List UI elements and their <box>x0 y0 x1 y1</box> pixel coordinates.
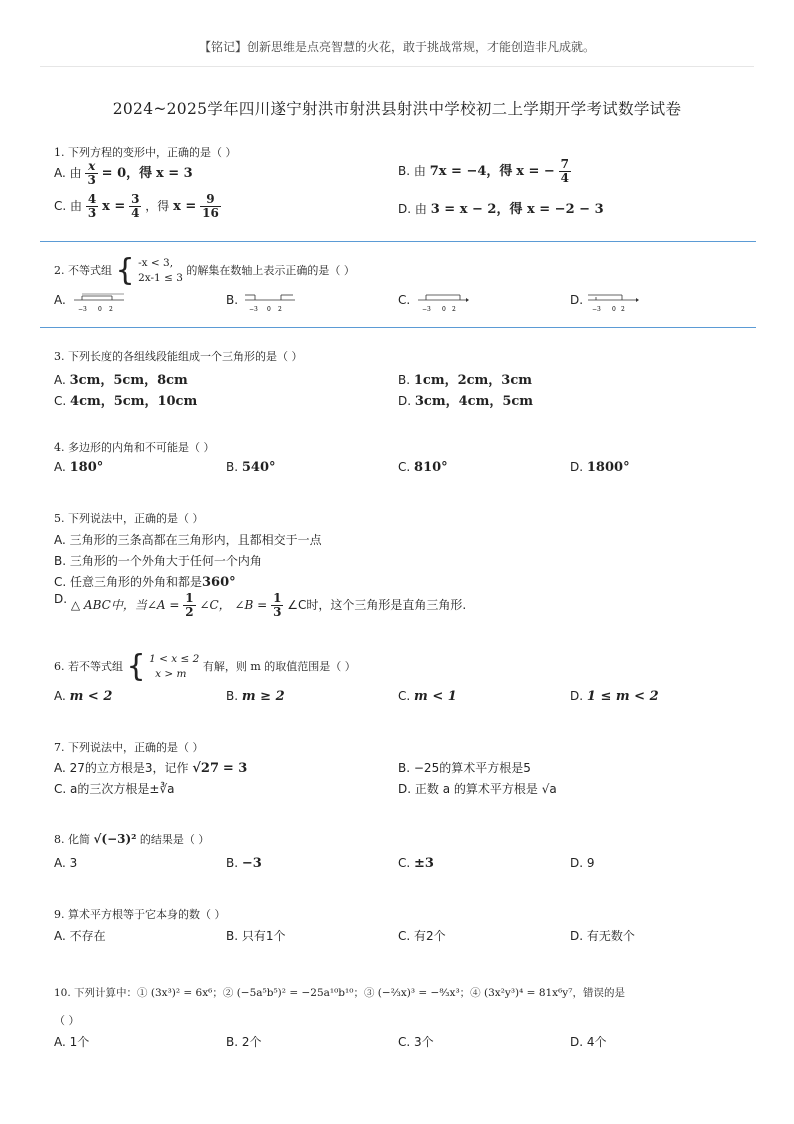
q8-option-c[interactable] <box>398 856 434 871</box>
q2-option-b[interactable] <box>226 293 238 307</box>
q1-b-fraction: $\frac{7}{4}$ <box>560 157 570 185</box>
q5-option-a[interactable]: A. 三角形的三条高都在三角形内，且都相交于一点 <box>54 533 322 547</box>
tick-label: −3 <box>422 306 431 313</box>
q1-a-text3: x = 3 <box>155 166 193 181</box>
tick-label: 2 <box>109 306 113 313</box>
option-label: A. <box>54 856 66 870</box>
option-label: B. <box>226 929 239 943</box>
q6-stem-prefix: 6. 若不等式组 <box>54 660 123 673</box>
q1-option-a[interactable] <box>54 160 193 187</box>
q7-option-d[interactable] <box>398 780 557 797</box>
brace-icon: { <box>115 253 135 288</box>
q9-option-c[interactable] <box>398 927 446 944</box>
option-label: D. <box>570 689 584 703</box>
q1-c-text2: x = <box>102 199 126 214</box>
q7-a-root: √27 <box>192 761 220 776</box>
q1-option-c[interactable] <box>54 193 221 220</box>
q3-option-a[interactable] <box>54 369 188 388</box>
q4-stem: 4. 多边形的内角和不可能是（ ） <box>54 441 215 454</box>
q5-c-text: C. 任意三角形的外角和都是 <box>54 575 203 589</box>
q1-a-fraction: $\frac{x}{3}$ <box>87 159 96 187</box>
option-text: 有无数个 <box>586 929 635 943</box>
option-label: D. <box>398 202 412 216</box>
option-label: A. <box>54 1035 66 1049</box>
q7-b-text: −25的算术平方根是5 <box>413 761 531 775</box>
option-label: C. <box>54 199 67 213</box>
tick-label: −3 <box>592 306 601 313</box>
tick-label: 2 <box>278 306 282 313</box>
q10-option-c[interactable] <box>398 1033 434 1050</box>
option-label: A. <box>54 689 66 703</box>
q6-option-a[interactable] <box>54 689 112 704</box>
number-line-a <box>72 291 126 313</box>
q10-paren: （ ） <box>54 1014 80 1027</box>
tick-label: −3 <box>78 306 87 313</box>
option-text: 有2个 <box>414 929 446 943</box>
q2-option-a[interactable] <box>54 293 66 307</box>
q1-option-b[interactable] <box>398 158 571 185</box>
q1-b-text1: 由 <box>413 164 426 178</box>
option-label: A. <box>54 929 66 943</box>
q9-option-d[interactable] <box>570 927 635 944</box>
option-text: 2个 <box>241 1035 262 1049</box>
q8-stem <box>54 831 209 847</box>
option-label: A. <box>54 373 66 387</box>
option-label: C. <box>398 460 411 474</box>
option-text: m ≥ 2 <box>241 689 285 704</box>
q10-stem: 10. 下列计算中：① (3x³)² = 6x⁶；② (−5a⁵b⁵)² = −25a¹⁰b¹⁰；③ (−⅔x)³ = −⁸⁄₃x³；④ (3x²y³)⁴ = 81x⁶y⁷，错误的是 <box>54 987 625 999</box>
option-text: 3个 <box>414 1035 434 1049</box>
q7-option-c[interactable] <box>54 780 174 797</box>
option-label: A. <box>54 761 66 775</box>
option-label: A. <box>54 293 66 307</box>
number-line-c <box>416 291 470 313</box>
header-motto: 【铭记】创新思维是点亮智慧的火花，敢于挑战常规，才能创造非凡成就。 <box>198 40 595 54</box>
q3-option-c[interactable] <box>54 390 197 409</box>
q1-b-text3: x = − <box>516 164 555 179</box>
tick-label: 2 <box>452 306 456 313</box>
q2-stem <box>54 253 355 288</box>
q5-d-pre: △ ABC中，当∠A = <box>70 598 180 612</box>
option-label: D. <box>570 460 584 474</box>
option-label: B. <box>226 460 239 474</box>
brace-icon: { <box>126 649 146 684</box>
q6-stem-suffix: 有解，则 m 的取值范围是（ ） <box>202 660 356 673</box>
option-text: 只有1个 <box>241 929 286 943</box>
q2-system <box>138 256 183 286</box>
q5-d-fraction1: $\frac{1}{2}$ <box>185 591 194 619</box>
q7-c-text: a的三次方根是±∛a <box>70 782 175 796</box>
option-label: B. <box>398 373 411 387</box>
q1-c-fraction1: $\frac{4}{3}$ <box>87 192 97 220</box>
option-label: D. <box>570 293 584 307</box>
q1-a-text2: = 0，得 <box>101 166 153 181</box>
number-line-d <box>586 291 640 313</box>
option-label: B. <box>398 761 411 775</box>
option-text: 1 ≤ m < 2 <box>586 689 659 704</box>
q1-c-text3: ，得 <box>145 199 170 213</box>
tick-label: −3 <box>249 306 258 313</box>
q9-option-b[interactable] <box>226 927 286 944</box>
q1-a-text1: 由 <box>69 166 82 180</box>
q5-option-c[interactable] <box>54 573 236 590</box>
q9-stem: 9. 算术平方根等于它本身的数（ ） <box>54 908 226 921</box>
option-label: D. <box>570 929 584 943</box>
q10-option-d[interactable] <box>570 1033 607 1050</box>
q8-stem-math: √(−3)² <box>93 832 137 846</box>
q3-stem: 3. 下列长度的各组线段能组成一个三角形的是（ ） <box>54 350 303 363</box>
tick-label: 2 <box>621 306 625 313</box>
q1-stem: 1. 下列方程的变形中，正确的是（ ） <box>54 146 237 159</box>
number-line-b <box>243 291 297 313</box>
q4-option-b[interactable] <box>226 460 276 475</box>
option-label: A. <box>54 460 66 474</box>
option-label: C. <box>398 929 411 943</box>
q5-option-d[interactable] <box>54 592 466 619</box>
section-divider <box>40 327 756 328</box>
q3-option-d[interactable] <box>398 390 533 409</box>
q7-d-text: 正数 a 的算术平方根是 √a <box>414 782 557 796</box>
option-label: D. <box>570 1035 584 1049</box>
option-label: B. <box>226 856 239 870</box>
option-text: 3 <box>69 856 78 870</box>
option-label: A. <box>54 166 66 180</box>
page-title: 2024~2025学年四川遂宁射洪市射洪县射洪中学校初二上学期开学考试数学试卷 <box>112 100 682 118</box>
option-text: 9 <box>586 856 595 870</box>
option-label: C. <box>54 394 67 408</box>
option-label: B. <box>226 689 239 703</box>
q2-option-c[interactable] <box>398 293 410 307</box>
option-text: 810° <box>414 460 448 475</box>
option-label: C. <box>398 293 411 307</box>
option-text: 不存在 <box>69 929 106 943</box>
option-label: C. <box>398 689 411 703</box>
q1-d-math: 3 = x − 2，得 x = −2 − 3 <box>430 202 604 217</box>
q10-option-a[interactable] <box>54 1033 89 1050</box>
option-label: B. <box>226 293 239 307</box>
q1-d-text: 由 <box>414 202 427 216</box>
option-text: 540° <box>241 460 276 475</box>
q2-system-line2: 2x-1 ≤ 3 <box>138 272 183 284</box>
q7-option-a[interactable] <box>54 759 247 776</box>
q8-option-d[interactable] <box>570 856 595 870</box>
q1-b-text2: 7x = −4，得 <box>429 164 513 179</box>
q2-system-line1: -x < 3, <box>138 257 174 269</box>
q6-system-line1: 1 < x ≤ 2 <box>149 653 200 665</box>
section-divider <box>40 241 756 242</box>
q8-stem-prefix: 8. 化简 <box>54 833 90 846</box>
option-label: B. <box>226 1035 239 1049</box>
q2-stem-suffix: 的解集在数轴上表示正确的是（ ） <box>186 264 355 277</box>
option-text: 1cm，2cm，3cm <box>413 373 533 388</box>
q4-option-d[interactable] <box>570 460 630 475</box>
q5-c-math: 360° <box>202 575 236 590</box>
q8-stem-suffix: 的结果是（ ） <box>139 833 210 846</box>
q9-option-a[interactable] <box>54 927 106 944</box>
q6-option-b[interactable] <box>226 689 285 704</box>
q7-a-eq: = 3 <box>222 761 248 776</box>
option-text: −3 <box>241 856 262 871</box>
q7-a-text: 27的立方根是3，记作 <box>69 761 189 775</box>
q5-d-fraction2: $\frac{1}{3}$ <box>273 591 282 619</box>
option-text: 3cm，4cm，5cm <box>414 394 534 409</box>
q6-option-d[interactable] <box>570 689 659 704</box>
q6-stem <box>54 649 356 684</box>
q6-system-line2: x > m <box>155 668 187 680</box>
q7-stem: 7. 下列说法中，正确的是（ ） <box>54 741 204 754</box>
option-text: 1个 <box>69 1035 90 1049</box>
q5-d-mid: ∠C， ∠B = <box>199 598 268 612</box>
q1-c-fraction3: $\frac{9}{16}$ <box>202 192 219 220</box>
option-text: 1800° <box>586 460 630 475</box>
q6-system <box>149 652 199 682</box>
option-label: D. <box>570 856 584 870</box>
option-text: m < 1 <box>414 689 457 704</box>
q4-option-c[interactable] <box>398 460 448 475</box>
option-text: 3cm，5cm，8cm <box>69 373 188 388</box>
option-label: B. <box>398 164 411 178</box>
q1-option-d[interactable] <box>398 198 604 217</box>
option-text: 4cm，5cm，10cm <box>70 394 198 409</box>
q5-stem: 5. 下列说法中，正确的是（ ） <box>54 512 204 525</box>
option-label: C. <box>398 856 411 870</box>
option-text: 4个 <box>586 1035 607 1049</box>
q8-option-a[interactable] <box>54 856 77 870</box>
q7-option-b[interactable] <box>398 759 531 776</box>
q10-option-b[interactable] <box>226 1033 262 1050</box>
option-text: ±3 <box>414 856 434 871</box>
q3-option-b[interactable] <box>398 369 532 388</box>
header-divider <box>40 66 754 67</box>
option-text: m < 2 <box>69 689 113 704</box>
q2-option-d[interactable] <box>570 293 583 307</box>
option-label: D. <box>398 394 412 408</box>
q1-c-text1: 由 <box>70 199 83 213</box>
tick-label: 0 <box>267 306 271 313</box>
option-label: C. <box>398 1035 411 1049</box>
tick-label: 0 <box>98 306 102 313</box>
option-text: 180° <box>69 460 104 475</box>
option-label: C. <box>54 782 67 796</box>
q4-option-a[interactable] <box>54 460 103 475</box>
q6-option-c[interactable] <box>398 689 457 704</box>
option-label: D. <box>398 782 412 796</box>
q1-c-fraction2: $\frac{3}{4}$ <box>131 192 140 220</box>
q5-option-b[interactable]: B. 三角形的一个外角大于任何一个内角 <box>54 554 262 568</box>
tick-label: 0 <box>612 306 616 313</box>
q5-d-post: ∠C时，这个三角形是直角三角形. <box>287 598 467 612</box>
q2-stem-prefix: 2. 不等式组 <box>54 264 112 277</box>
tick-label: 0 <box>442 306 446 313</box>
q1-c-text4: x = <box>173 199 197 214</box>
option-label: D. <box>54 592 68 606</box>
q8-option-b[interactable] <box>226 856 262 871</box>
